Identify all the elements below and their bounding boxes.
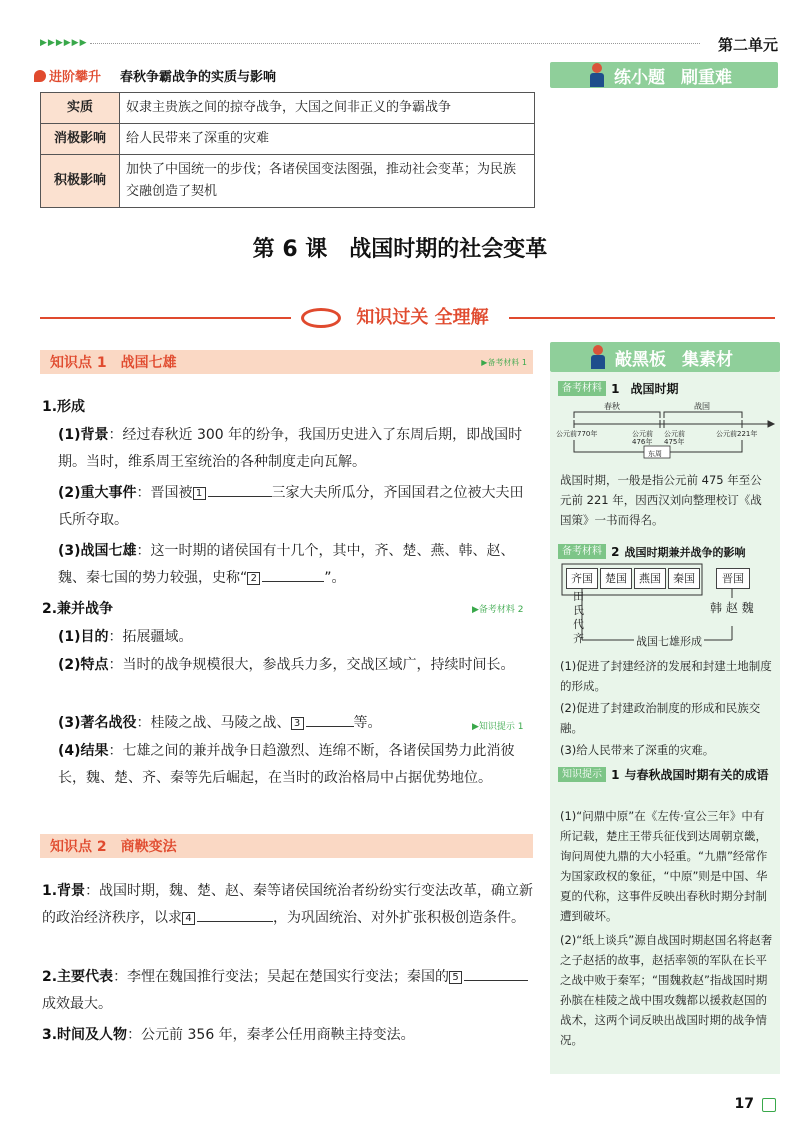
- board-banner: [550, 342, 780, 372]
- kp2-p2: 2.主要代表：李悝在魏国推行变法；吴起在楚国实行变法；秦国的 5成效最大。: [42, 964, 536, 1018]
- kp1-s2-p1: (1)目的：拓展疆域。: [58, 629, 193, 645]
- kp2-bar: [40, 834, 533, 858]
- state-box: 齐国: [566, 568, 598, 589]
- advanced-tag: 进阶攀升: [34, 66, 101, 85]
- book-icon: [762, 1098, 776, 1112]
- m1-text: 战国时期，一般是指公元前 475 年至公元前 221 年，因西汉刘向整理校订《战国策》一书而得名。: [560, 473, 762, 527]
- blank-4[interactable]: [197, 907, 273, 922]
- kp1-s1-p1: (1)背景：经过春秋近 300 年的纷争，我国历史进入了东周后期，即战国时期。当时，维系周王室统治的各种制度走向瓦解。: [58, 427, 523, 470]
- table-value: 加快了中国统一的步伐；各诸侯国变法图强，推动社会变革；为民族交融创造了契机: [120, 155, 535, 208]
- m2-item-3: (3)给人民带来了深重的灾难。: [560, 743, 715, 757]
- practice-banner-right: 刷重难: [681, 67, 732, 88]
- table-value: 给人民带来了深重的灾难: [120, 124, 535, 155]
- t1-p2: (2)“纸上谈兵”源自战国时期赵国名将赵奢之子赵括的故事，赵括率领的军队在长平之战中败于秦军；“围魏救赵”指战国时期孙膑在桂陵之战中围攻魏都以援救赵国的战术，这两个词反映出战国时期的战争情况。: [560, 933, 773, 1047]
- kp1-s2-title: 2.兼并战争: [42, 601, 114, 617]
- table-row: [41, 155, 535, 208]
- state-box: 楚国: [600, 568, 632, 589]
- kp1-ref: ▶备考材料 1: [481, 357, 527, 367]
- spiral-icon: [301, 308, 341, 328]
- timeline-476a: 公元前 476年: [632, 430, 653, 446]
- m1-heading: 备考材料 1 战国时期: [558, 378, 776, 397]
- blank-number: 5: [449, 971, 462, 984]
- advanced-title: 春秋争霸战争的实质与影响: [120, 70, 277, 85]
- table-row: [41, 93, 535, 124]
- kp1-s1-p3: (3)战国七雄：这一时期的诸侯国有十几个，其中，齐、楚、燕、韩、赵、魏、秦七国的势力较强，史称“ 2 ”。: [58, 543, 515, 586]
- page-number: 17: [734, 1096, 754, 1112]
- blank-number: 3: [291, 717, 304, 730]
- table-value: 奴隶主贵族之间的掠夺战争，大国之间非正义的争霸战争: [120, 93, 535, 124]
- m1-tag: 备考材料: [558, 381, 606, 396]
- kp1-s2-ref: ▶备考材料 2: [472, 605, 524, 615]
- timeline-warring: 战国: [694, 402, 710, 411]
- tian-text: 田 氏 代 齐: [573, 590, 584, 645]
- m2-heading: 备考材料 2 战国时期兼并战争的影响: [558, 541, 780, 560]
- timeline-221: 公元前221年: [716, 430, 758, 438]
- advanced-table: [40, 92, 535, 208]
- kp1-bar: [40, 350, 533, 374]
- qixiong-text: 战国七雄形成: [634, 632, 704, 652]
- table-row: [41, 124, 535, 155]
- timeline-dongzhou: 东周: [648, 450, 662, 458]
- kp1-s2-p3-ref: ▶知识提示 1: [472, 722, 524, 732]
- practice-banner: [550, 62, 778, 88]
- kp1-s1-p2: (2)重大事件：晋国被 1 三家大夫所瓜分，齐国国君之位被大夫田氏所夺取。: [58, 480, 536, 534]
- kp1-s2-p3: (3)著名战役：桂陵之战、马陵之战、 3 等。: [58, 710, 458, 737]
- timeline-475a: 公元前 475年: [664, 430, 685, 446]
- m2-item-1: (1)促进了封建经济的发展和封建土地制度的形成。: [560, 659, 772, 693]
- kp1-s2-p2: (2)特点：当时的战争规模很大，参战兵力多，交战区域广，持续时间长。: [58, 657, 515, 673]
- lesson-title: 第 6 课 战国时期的社会变革: [252, 237, 548, 262]
- table-key: 积极影响: [41, 155, 120, 208]
- t1-heading: 知识提示 1 与春秋战国时期有关的成语: [558, 764, 776, 785]
- sanjia-text: 韩 赵 魏: [710, 601, 754, 615]
- kp1-title: 知识点 1 战国七雄: [50, 355, 177, 371]
- kp1-s2-p4: (4)结果：七雄之间的兼并战争日趋激烈、连绵不断，各诸侯国势力此消彼长，魏、楚、齐、秦等先后崛起，在当时的政治格局中占据优势地位。: [58, 743, 515, 786]
- blank-number: 2: [247, 572, 260, 585]
- blank-1[interactable]: [208, 482, 272, 497]
- header-dotted-line: [90, 43, 700, 44]
- blank-number: 1: [193, 487, 206, 500]
- unit-title: 第二单元: [717, 36, 778, 54]
- teacher-icon: [589, 345, 607, 369]
- timeline-diagram: [556, 398, 776, 468]
- kp2-p1: 1.背景：战国时期，魏、楚、赵、秦等诸侯国统治者纷纷实行变法改革，确立新的政治经济秩序，以求 4 ，为巩固统治、对外扩张积极创造条件。: [42, 883, 534, 926]
- state-box: 秦国: [668, 568, 700, 589]
- state-box-jin: 晋国: [716, 568, 750, 589]
- kp2-title: 知识点 2 商鞅变法: [50, 839, 177, 855]
- table-key: 实质: [41, 93, 120, 124]
- t1-tag: 知识提示: [558, 767, 606, 782]
- table-key: 消极影响: [41, 124, 120, 155]
- blank-2[interactable]: [262, 567, 324, 582]
- practice-banner-left: 练小题: [614, 67, 665, 88]
- knowledge-header: 知识过关 全理解: [0, 303, 800, 329]
- state-box: 燕国: [634, 568, 666, 589]
- blank-5[interactable]: [464, 966, 528, 981]
- pencil-icon: [34, 70, 46, 82]
- kp2-p3: 3.时间及人物：公元前 356 年，秦孝公任用商鞅主持变法。: [42, 1027, 415, 1043]
- blank-number: 4: [182, 912, 195, 925]
- t1-p1: (1)“问鼎中原”在《左传·宣公三年》中有所记载，楚庄王带兵征伐到达周朝京畿，询问周使九鼎的大小轻重。“九鼎”经常作为国家政权的象征，“中原”则是中国、华夏的代称，这事件反映出春秋时期分封制遭到破坏。: [560, 809, 768, 923]
- header-arrows: ▶▶▶▶▶▶: [40, 38, 88, 48]
- blank-3[interactable]: [306, 712, 354, 727]
- timeline-spring: 春秋: [604, 402, 620, 411]
- student-icon: [588, 63, 606, 87]
- m2-tag: 备考材料: [558, 544, 606, 559]
- m2-item-2: (2)促进了封建政治制度的形成和民族交融。: [560, 701, 761, 735]
- timeline-770: 公元前770年: [556, 430, 598, 438]
- board-left: 敲黑板: [615, 349, 666, 370]
- kp1-s1-title: 1.形成: [42, 399, 86, 415]
- board-right: 集素材: [682, 349, 733, 370]
